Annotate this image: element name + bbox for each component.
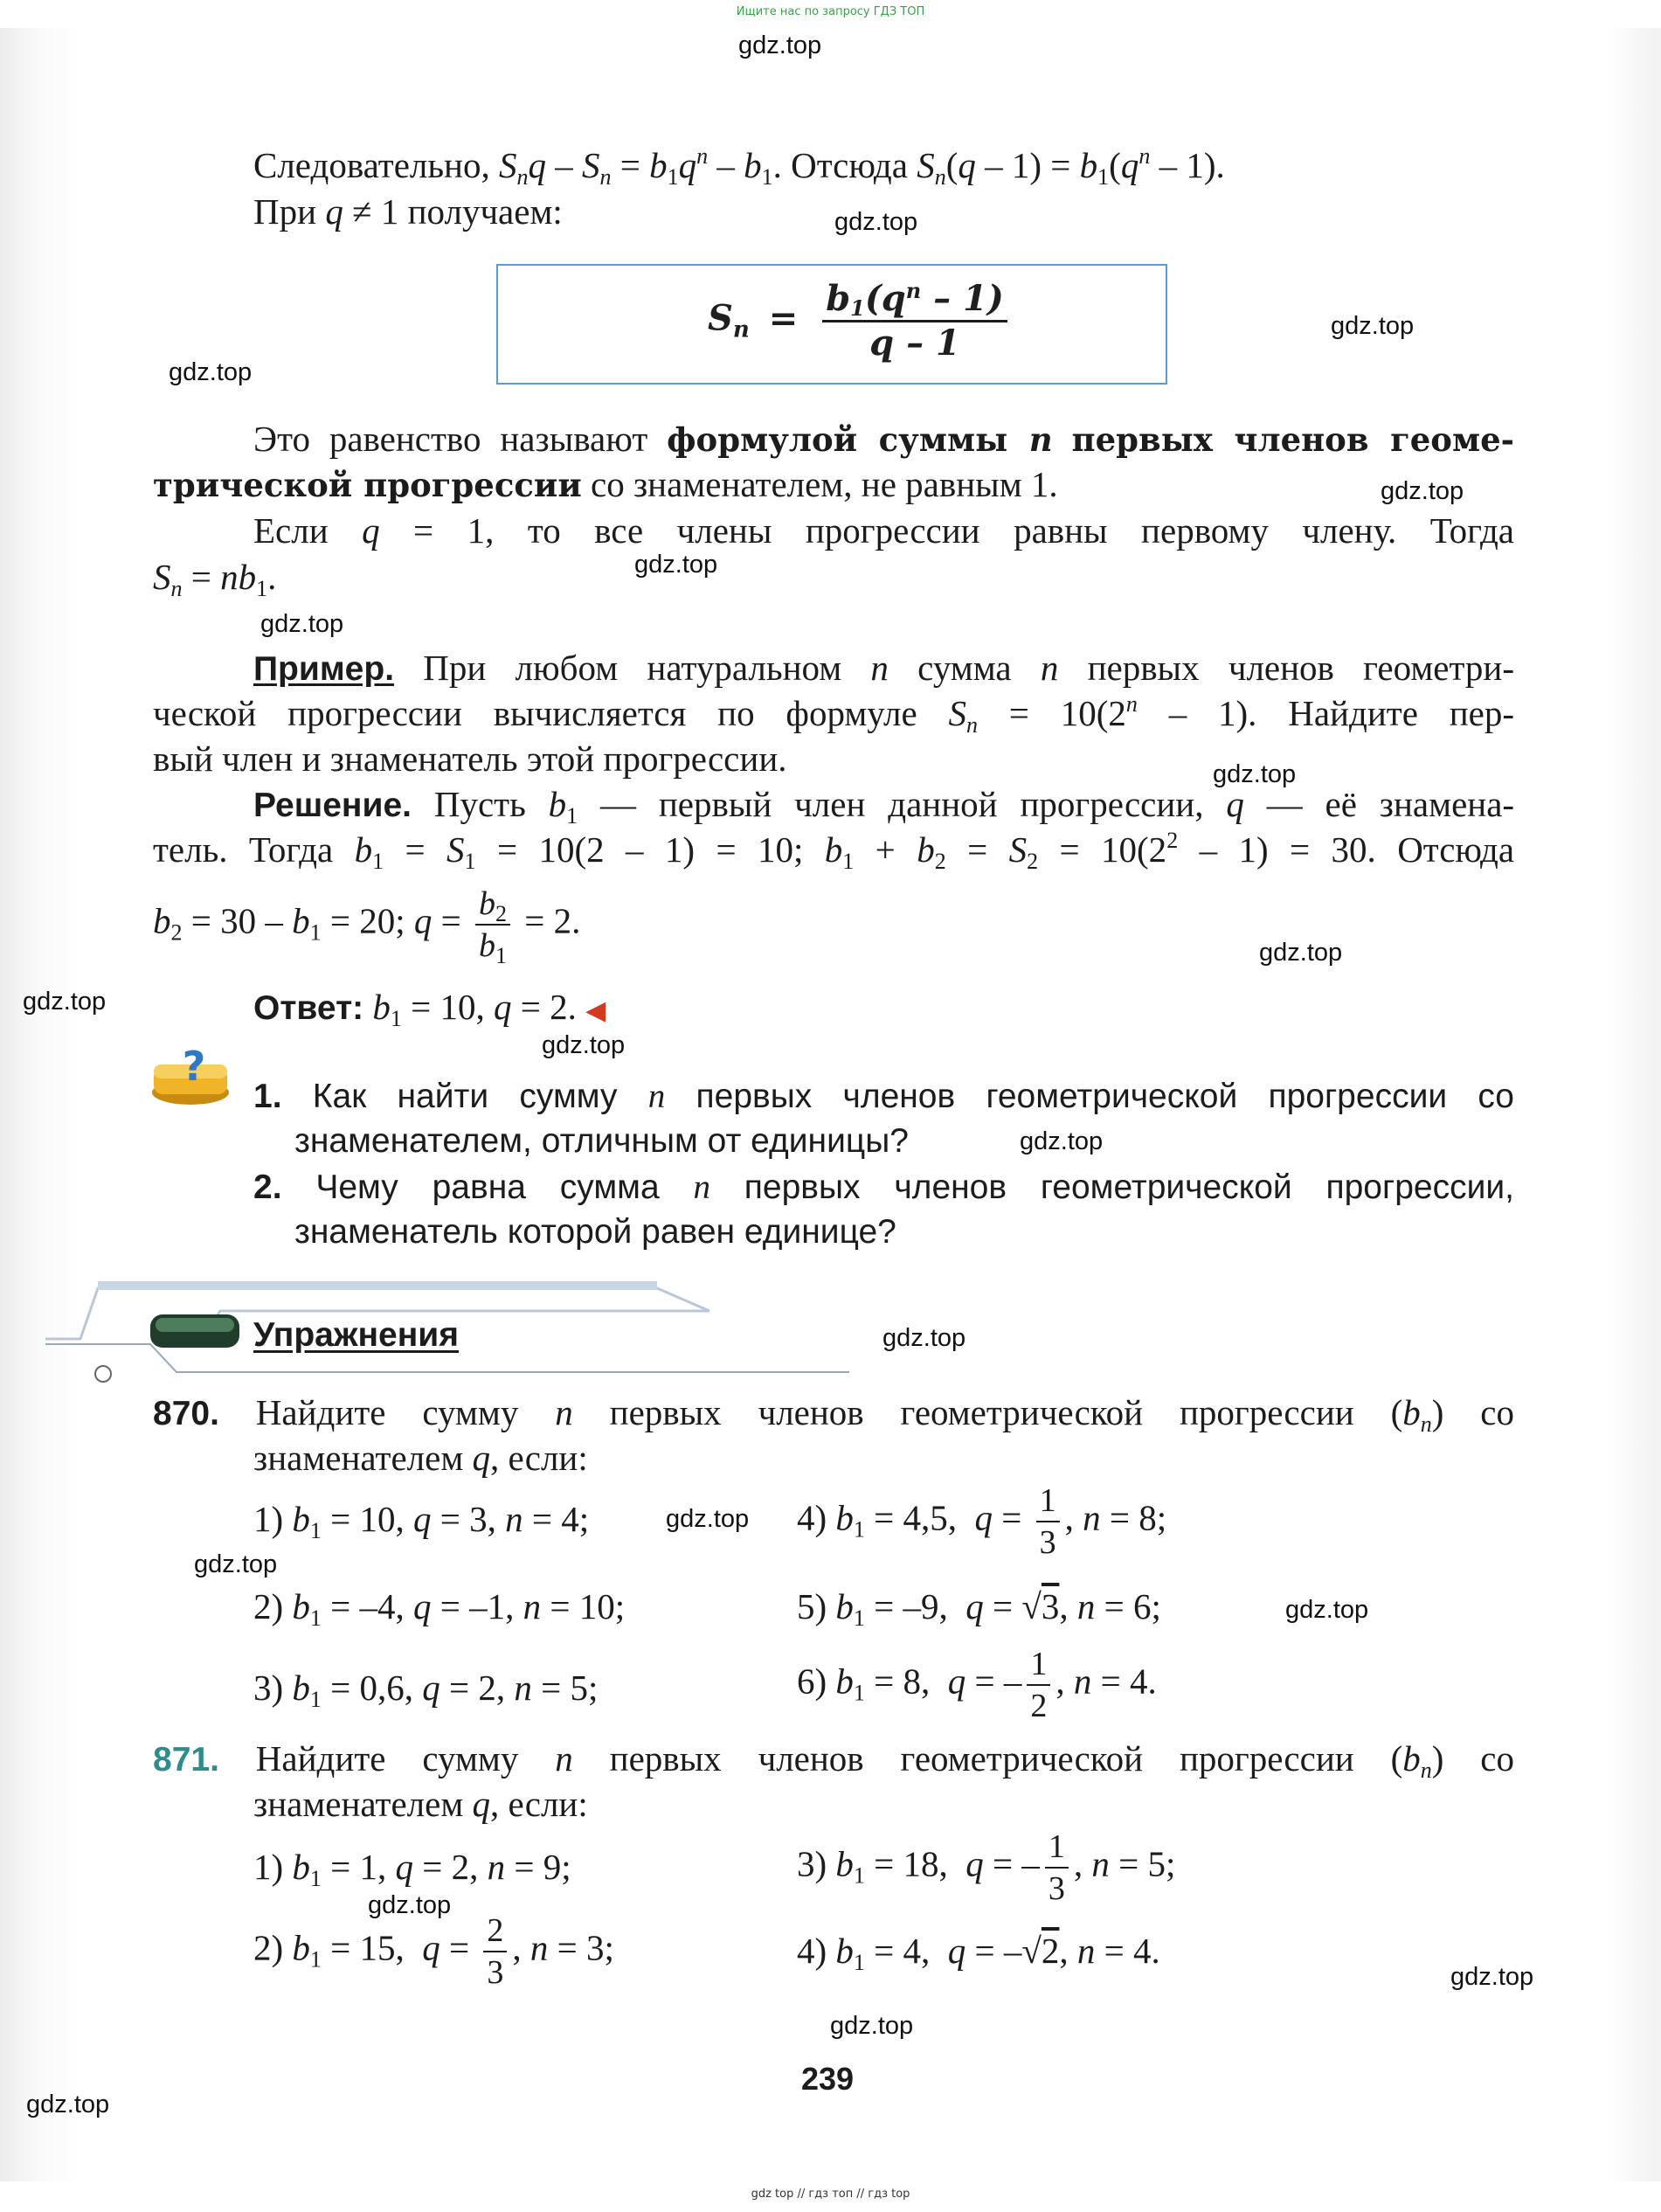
exercise-871-item-4: 4) $b_1 = 4$, q = –√2, n = 4. bbox=[797, 1931, 1160, 1975]
derivation-line-2: При q ≠ 1 получаем: bbox=[253, 191, 563, 232]
text-fragment: знаменателем bbox=[253, 1784, 464, 1824]
text-fragment: Найдите сумму bbox=[255, 1392, 519, 1432]
watermark: gdz.top bbox=[194, 1550, 278, 1578]
text-fragment: получаем: bbox=[407, 191, 563, 232]
text-fragment: первых членов геометрической прогрессии bbox=[609, 1738, 1354, 1779]
exercise-871-line-1: 871. Найдите сумму n первых членов геометрической прогрессии $(b_n)$ со bbox=[153, 1738, 1514, 1783]
text-fragment: сумма bbox=[917, 648, 1012, 688]
text-fragment: если: bbox=[508, 1784, 588, 1824]
text-fragment: Найдите пер- bbox=[1288, 693, 1515, 733]
text-fragment: со bbox=[1480, 1738, 1514, 1779]
top-notice: Ищите нас по запросу ГДЗ ТОП bbox=[736, 5, 925, 18]
solution-label: Решение. bbox=[253, 787, 412, 824]
exercise-871-item-2: 2) $b_1 = 15$, q = $\frac{2}{3}$ , n = 3; bbox=[253, 1912, 614, 1991]
example-line-3 bbox=[153, 738, 787, 780]
watermark: gdz.top bbox=[1285, 1596, 1369, 1624]
end-marker-icon: ◀ bbox=[585, 996, 606, 1025]
exercise-870-item-6: 6) $b_1 = 8$, q = – $\frac{1}{2}$ , n = 4. bbox=[797, 1646, 1157, 1724]
exercise-number: 871. bbox=[153, 1741, 219, 1779]
exercises-title: Упражнения bbox=[253, 1316, 460, 1354]
bottom-notice-bar bbox=[0, 2181, 1661, 2212]
watermark: gdz.top bbox=[1331, 312, 1415, 340]
text-fragment: Это равенство называют bbox=[253, 419, 648, 459]
sum-formula-fraction: $\frac{b_1(q^n - 1)}{q - 1}$ bbox=[822, 281, 1007, 361]
exercise-870-item-3: 3) $b_1 = 0,6$, q = 2, n = 5; bbox=[253, 1668, 599, 1712]
example-label: Пример. bbox=[253, 650, 395, 688]
definition-line-2 bbox=[153, 463, 1058, 505]
watermark: gdz.top bbox=[260, 610, 344, 638]
bottom-notice: gdz top // гдз топ // гдз top bbox=[751, 2188, 910, 2201]
question-text: первых членов геометрической прогрессии со bbox=[696, 1078, 1515, 1115]
watermark: gdz.top bbox=[666, 1505, 750, 1533]
watermark: gdz.top bbox=[1213, 760, 1297, 788]
watermark: gdz.top bbox=[830, 2012, 914, 2040]
ratio-fraction: $\frac{b_2}{b_1}$ bbox=[475, 887, 510, 962]
exercise-870-line-1: 870. Найдите сумму n первых членов геометрической прогрессии $(b_n)$ со bbox=[153, 1392, 1514, 1437]
watermark: gdz.top bbox=[1450, 1963, 1534, 1991]
watermark: gdz.top bbox=[1020, 1127, 1104, 1155]
text-fragment: вый член и знаменатель этой прогрессии. bbox=[153, 738, 787, 779]
example-line-2: ческой прогрессии вычисляется по формуле $S_n = 10(2^n - 1)$. Найдите пер- bbox=[153, 691, 1515, 738]
watermark: gdz.top bbox=[882, 1324, 966, 1352]
text-fragment: если: bbox=[508, 1438, 588, 1478]
watermark: gdz.top bbox=[1259, 939, 1343, 967]
solution-line-3: $b_2 = 30 - b_1 = 20$; q = $\frac{b_2}{b_1}$ = 2. bbox=[153, 885, 581, 968]
watermark: gdz.top bbox=[26, 2091, 110, 2118]
answer-line: Ответ: $b_1 = 10$, q = 2. ◀ bbox=[253, 987, 606, 1031]
text-fragment: то все члены прогрессии равны первому члену. Тогда bbox=[527, 510, 1515, 551]
page-number: 239 bbox=[801, 2061, 855, 2097]
exercise-870-item-5: 5) $b_1 = -9$, q = √3, n = 6; bbox=[797, 1586, 1161, 1631]
formula-term: формулой суммы bbox=[667, 420, 1008, 459]
watermark: gdz.top bbox=[738, 31, 822, 59]
exercise-870-line-2: знаменателем q, если: bbox=[253, 1438, 588, 1478]
answer-label: Ответ: bbox=[253, 989, 364, 1027]
formula-term: первых членов геоме- bbox=[1071, 420, 1515, 459]
case-q1-line-1: Если q = 1, то все члены прогрессии равны первому члену. Тогда bbox=[253, 510, 1515, 551]
exercise-870-item-2: 2) $b_1 = -4$, q = –1, n = 10; bbox=[253, 1586, 626, 1631]
exercise-870-item-1: 1) $b_1 = 10$, q = 3, n = 4; bbox=[253, 1499, 590, 1543]
text-fragment: Отсюда bbox=[791, 145, 908, 185]
question-icon bbox=[149, 1045, 232, 1108]
text-fragment: Отсюда bbox=[1397, 829, 1515, 870]
watermark: gdz.top bbox=[23, 988, 107, 1016]
case-q1-line-2: $S_n = nb_1$. bbox=[153, 557, 277, 601]
watermark: gdz.top bbox=[169, 358, 253, 386]
watermark: gdz.top bbox=[634, 551, 718, 579]
watermark: gdz.top bbox=[834, 208, 918, 236]
text-fragment: Следовательно, bbox=[253, 145, 490, 185]
question-text: знаменатель которой равен единице? bbox=[294, 1213, 896, 1251]
question-2-line-2 bbox=[294, 1213, 896, 1252]
exercise-871-line-2: знаменателем q, если: bbox=[253, 1784, 588, 1824]
watermark: gdz.top bbox=[368, 1891, 452, 1919]
text-fragment: ческой прогрессии вычисляется по формуле bbox=[153, 693, 917, 733]
svg-text:?: ? bbox=[182, 1045, 206, 1090]
text-fragment: знаменателем bbox=[253, 1438, 464, 1478]
text-fragment: — её знамена- bbox=[1266, 784, 1515, 824]
text-fragment: первых членов геометрической прогрессии bbox=[609, 1392, 1354, 1432]
sum-formula: $S_n$ = $\frac{b_1(q^n - 1)}{q - 1}$ bbox=[708, 281, 1013, 361]
text-fragment: со bbox=[1480, 1392, 1514, 1432]
text-fragment: со знаменателем, не равным 1. bbox=[591, 464, 1058, 504]
exercise-871-item-3: 3) $b_1 = 18$, q = – $\frac{1}{3}$ , n = 5; bbox=[797, 1828, 1176, 1907]
question-1: 1. Как найти сумму n первых членов геометрической прогрессии со bbox=[253, 1078, 1515, 1115]
solution-line-2: тель. Тогда $b_1 = S_1 = 10(2 - 1) = 10$; $b_1 + b_2 = S_2 = 10(2^2 - 1) = 30$. Отсюда bbox=[153, 828, 1515, 874]
question-text: Чему равна сумма bbox=[315, 1168, 660, 1206]
question-2: 2. Чему равна сумма n первых членов геометрической прогрессии, bbox=[253, 1168, 1514, 1206]
text-fragment: При любом натуральном bbox=[423, 648, 842, 688]
example-line-1: Пример. При любом натуральном n сумма n первых членов геометри- bbox=[253, 648, 1514, 688]
question-number: 2. bbox=[253, 1168, 282, 1206]
text-fragment: Пусть bbox=[433, 784, 526, 824]
formula-term: трической прогрессии bbox=[153, 466, 582, 504]
text-fragment: Найдите сумму bbox=[255, 1738, 519, 1779]
question-number: 1. bbox=[253, 1078, 282, 1115]
question-text: первых членов геометрической прогрессии, bbox=[744, 1168, 1514, 1206]
solution-line-1: Решение. Пусть $b_1$ — первый член данной прогрессии, q — её знамена- bbox=[253, 784, 1515, 829]
definition-line-1: Это равенство называют формулой суммы n первых членов геоме- bbox=[253, 419, 1515, 459]
watermark: gdz.top bbox=[542, 1031, 626, 1059]
derivation-line-1: Следовательно, $S_nq - S_n = b_1q^n - b_1$. Отсюда $S_n(q - 1) = b_1(q^n - 1)$. bbox=[253, 143, 1225, 190]
exercise-870-item-4: 4) $b_1 = 4,5$, q = $\frac{1}{3}$ , n = 8; bbox=[797, 1482, 1167, 1561]
exercise-871-item-1: 1) $b_1 = 1$, q = 2, n = 9; bbox=[253, 1847, 571, 1891]
question-text: знаменателем, отличным от единицы? bbox=[294, 1122, 909, 1160]
text-fragment: тель. Тогда bbox=[153, 829, 334, 870]
exercise-number: 870. bbox=[153, 1395, 219, 1432]
text-fragment: При bbox=[253, 191, 317, 232]
question-1-line-2 bbox=[294, 1122, 909, 1161]
question-text: Как найти сумму bbox=[312, 1078, 618, 1115]
top-notice-bar bbox=[0, 0, 1661, 28]
text-fragment: первых членов геометри- bbox=[1087, 648, 1514, 688]
sum-formula-box bbox=[496, 264, 1167, 385]
watermark: gdz.top bbox=[1381, 477, 1464, 505]
text-fragment: Если bbox=[253, 510, 329, 551]
text-fragment: — первый член данной прогрессии, bbox=[600, 784, 1204, 824]
